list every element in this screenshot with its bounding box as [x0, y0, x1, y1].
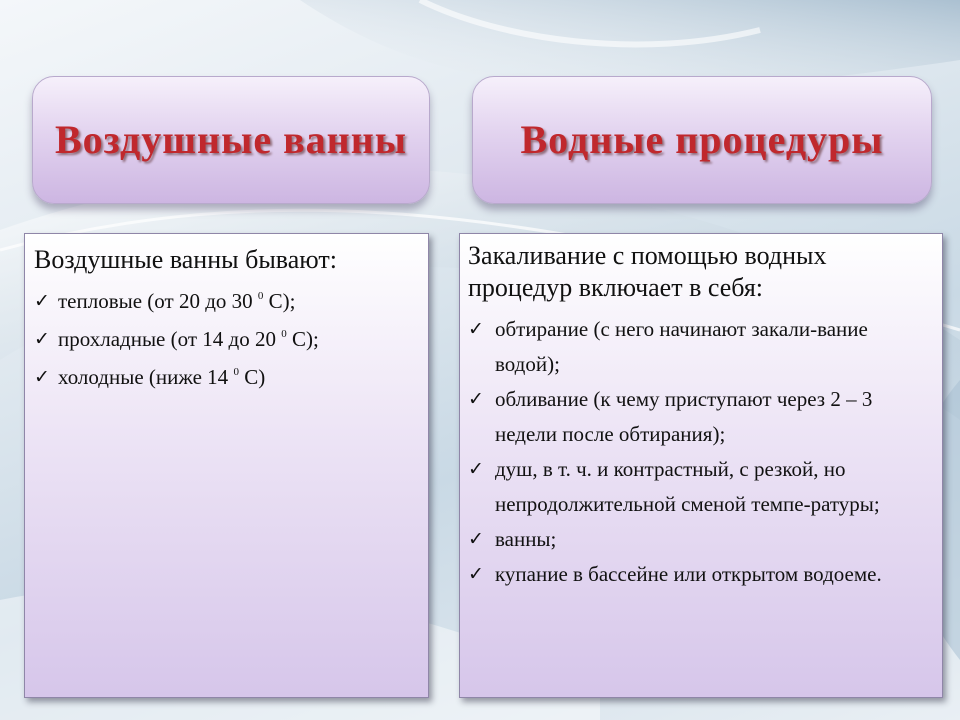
air-baths-intro: Воздушные ванны бывают:: [34, 245, 337, 274]
checkmark-icon: ✓: [34, 366, 50, 388]
checkmark-icon: ✓: [468, 318, 484, 340]
header-air-baths: [32, 76, 430, 204]
list-item: [468, 382, 934, 452]
header-water-procedures: [472, 76, 932, 204]
checkmark-icon: ✓: [468, 388, 484, 410]
item-text-end: С);: [286, 327, 319, 351]
air-baths-panel: [24, 233, 429, 698]
checkmark-icon: ✓: [468, 458, 484, 480]
checkmark-icon: ✓: [34, 290, 50, 312]
item-text: обтирание (с него начинают закали-вание водой);: [495, 317, 868, 376]
water-procedures-panel: [459, 233, 943, 698]
list-item: [468, 312, 934, 382]
item-text: тепловые (от 20 до 30: [58, 289, 258, 313]
list-item: [468, 522, 934, 557]
air-baths-list: [34, 282, 418, 396]
water-procedures-intro: Закаливание с помощью водных процедур включает в себя:: [468, 241, 827, 302]
item-degree: 0: [281, 328, 287, 340]
item-text: ванны;: [495, 527, 557, 551]
item-text-end: С);: [263, 289, 296, 313]
item-degree: 0: [257, 290, 264, 302]
list-item: [468, 557, 934, 592]
list-item: [34, 320, 418, 358]
item-text: прохладные (от 14 до 20: [58, 327, 282, 351]
checkmark-icon: ✓: [468, 528, 484, 550]
header-water-procedures-title: Водные процедуры: [520, 117, 884, 162]
list-item: [34, 282, 418, 320]
list-item: [468, 452, 934, 522]
checkmark-icon: ✓: [468, 563, 484, 585]
item-degree: 0: [233, 366, 239, 378]
item-text: холодные (ниже 14: [58, 365, 234, 389]
water-procedures-list: [468, 312, 934, 592]
list-item: [34, 358, 418, 396]
header-air-baths-title: Воздушные ванны: [55, 117, 407, 162]
checkmark-icon: ✓: [34, 328, 50, 350]
item-text: душ, в т. ч. и контрастный, с резкой, но непродолжительной сменой темпе-ратуры;: [495, 457, 880, 516]
item-text: купание в бассейне или открытом водоеме.: [495, 562, 882, 586]
item-text: обливание (к чему приступают через 2 – 3 недели после обтирания);: [495, 387, 873, 446]
item-text-end: С): [238, 365, 266, 389]
